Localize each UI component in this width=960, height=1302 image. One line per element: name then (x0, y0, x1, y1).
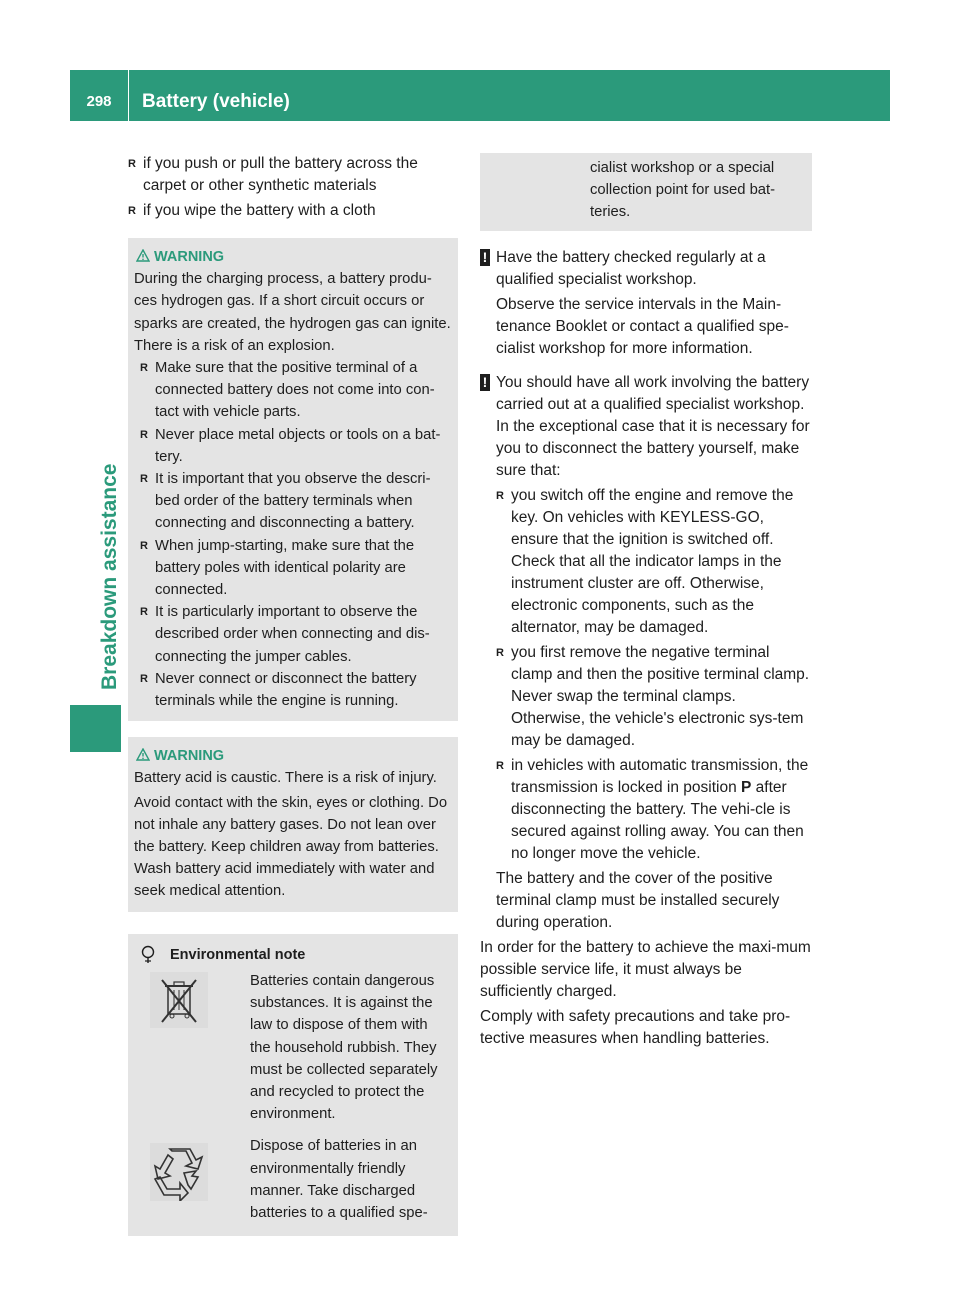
recycle-icon (150, 1143, 208, 1201)
list-item: R It is particularly important to observe the described order when connecting and dis-connecting the jumper cables. (140, 604, 430, 665)
list-item: R Never connect or disconnect the battery terminals while the engine is running. (140, 670, 417, 710)
body-paragraph: Comply with safety precautions and take pro-tective measures when handling batteries. (480, 1008, 791, 1047)
warning-text: Battery acid is caustic. There is a risk of injury. (134, 770, 437, 787)
page-number: 298 (86, 93, 112, 110)
environmental-note-row (136, 1135, 450, 1224)
crossed-out-bin-icon (150, 972, 208, 1028)
section-label: Breakdown assistance (98, 463, 121, 690)
list-item: R When jump-starting, make sure that the battery poles with identical polarity are connected. (140, 537, 415, 599)
note-text: Observe the service intervals in the Main-tenance Booklet or contact a qualified spe-cialist workshop for more information. (496, 296, 789, 357)
page-header (70, 70, 890, 121)
lightbulb-icon (140, 945, 156, 965)
note-block (480, 247, 812, 360)
warning-box-acid (128, 737, 458, 911)
environmental-note-box (128, 934, 458, 1236)
page-title: Battery (vehicle) (142, 91, 290, 112)
list-item: R in vehicles with automatic transmission, the transmission is locked in position P after disconnecting the battery. The vehi-cle is secured against rolling away. You can then no longer move the vehicle. (496, 757, 809, 862)
list-item: R you first remove the negative terminal clamp and then the positive terminal clamp. Never swap the terminal clamps. Otherwise, the vehicle's electronic sys-tem may be damaged. (496, 644, 810, 749)
environmental-note-row (136, 970, 450, 1125)
note-block (480, 372, 812, 482)
left-column (128, 153, 458, 1236)
right-column (480, 153, 812, 1050)
environmental-note-heading: Environmental note (136, 944, 450, 966)
environmental-note-text: Dispose of batteries in an environmentally friendly manner. Take discharged batteries to a qualified spe- (250, 1138, 428, 1221)
body-paragraph: In order for the battery to achieve the maxi-mum possible service life, it must always be sufficiently charged. (480, 939, 811, 1000)
environmental-note-continued: cialist workshop or a special collection point for used bat-teries. (480, 153, 812, 231)
warning-heading: WARNING (134, 246, 452, 268)
note-text: Have the battery checked regularly at a qualified specialist workshop. (496, 249, 766, 288)
header-divider (128, 70, 129, 121)
warning-intro: During the charging process, a battery produ-ces hydrogen gas. If a short circuit occurs or sparks are created, the hydrogen gas can ignite. There is a risk of an explosion. (134, 271, 451, 354)
exclamation-icon: ! (480, 374, 490, 391)
list-item: R It is important that you observe the descri-bed order of the battery terminals when connecting and disconnecting a battery. (140, 471, 431, 532)
note-text: You should have all work involving the battery carried out at a qualified specialist workshop. In the exceptional case that it is necessary for you to disconnect the battery yourself, make sure that: (496, 374, 810, 479)
list-item: R if you push or pull the battery across the carpet or other synthetic materials (128, 155, 418, 194)
list-item: R you switch off the engine and remove the key. On vehicles with KEYLESS-GO, ensure that the ignition is switched off. Check that all the indicator lamps in the instrument cluster are off. Otherwise, electronic components, such as the alternator, may be damaged. (496, 487, 794, 636)
list-item: R Make sure that the positive terminal of a connected battery does not come into con-tact with vehicle parts. (140, 360, 435, 421)
section-tab-marker (70, 705, 121, 752)
note-text: The battery and the cover of the positive terminal clamp must be installed securely during operation. (496, 870, 780, 931)
list-item: R if you wipe the battery with a cloth (128, 202, 376, 219)
warning-triangle-icon (136, 249, 150, 262)
list-item: R Never place metal objects or tools on a bat-tery. (140, 426, 441, 465)
warning-heading: WARNING (134, 745, 452, 767)
environmental-note-text: Batteries contain dangerous substances. It is against the law to dispose of them with the household rubbish. They must be collected separately and recycled to protect the environment. (250, 972, 438, 1123)
warning-triangle-icon (136, 748, 150, 761)
exclamation-icon: ! (480, 249, 490, 266)
warning-text: Avoid contact with the skin, eyes or clothing. Do not inhale any battery gases. Do not lean over the battery. Keep children away from batteries. Wash battery acid immediately with water and seek medical attention. (134, 794, 448, 900)
warning-box-explosion (128, 238, 458, 721)
